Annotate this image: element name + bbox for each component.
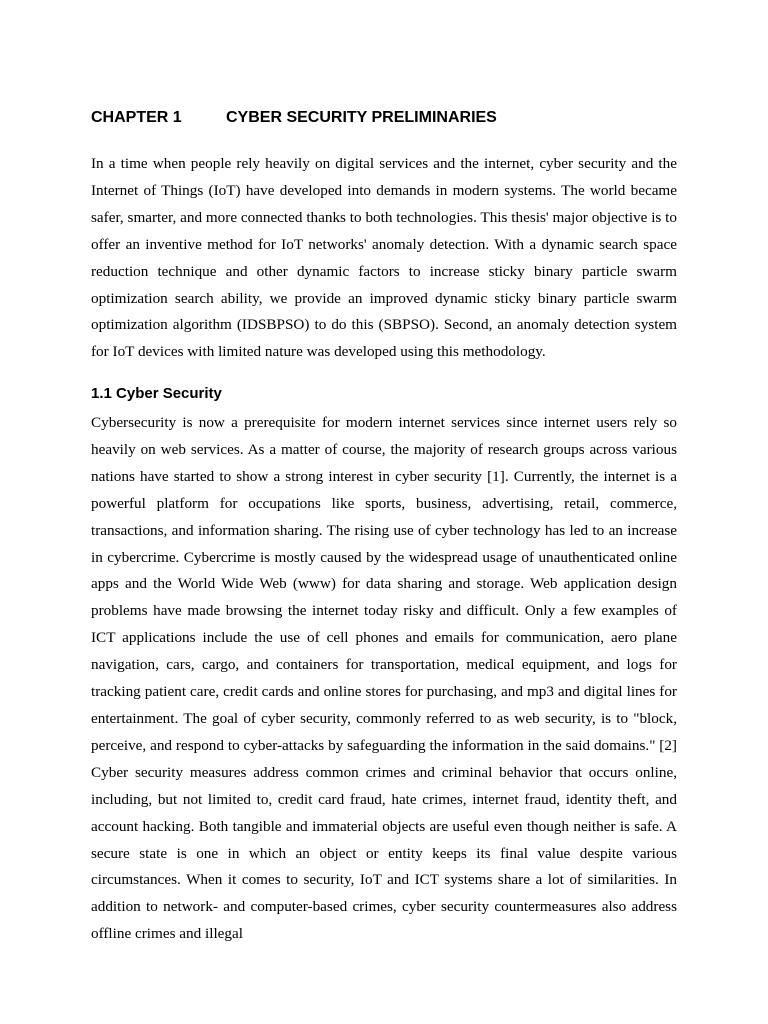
section-paragraph: Cybersecurity is now a prerequisite for modern internet services since internet users rely so heavily on web services. As a matter of course, the majority of research groups across various nations have started to show a strong interest in cyber security [1]. Currently, the internet is a powerful platform for occupations like sports, business, advertising, retail, commerce, transactions, and information sharing. The rising use of cyber technology has led to an increase in cybercrime. Cybercrime is mostly caused by the widespread usage of unauthenticated online apps and the World Wide Web (www) for data sharing and storage. Web application design problems have made browsing the internet today risky and difficult. Only a few examples of ICT applications include the use of cell phones and emails for communication, aero plane navigation, cars, cargo, and containers for transportation, medical equipment, and logs for tracking patient care, credit cards and online stores for purchasing, and mp3 and digital lines for entertainment. The goal of cyber security, commonly referred to as web security, is to "block, perceive, and respond to cyber-attacks by safeguarding the information in the said domains." [2] Cyber security measures address common crimes and criminal behavior that occurs online, including, but not limited to, credit card fraud, hate crimes, internet fraud, identity theft, and account hacking. Both tangible and immaterial objects are useful even though neither is safe. A secure state is one in which an object or entity keeps its final value despite various circumstances. When it comes to security, IoT and ICT systems share a lot of similarities. In addition to network- and computer-based crimes, cyber security countermeasures also address offline crimes and illegal [91, 414, 677, 943]
section-heading: 1.1 Cyber Security [91, 385, 222, 402]
intro-paragraph: In a time when people rely heavily on digital services and the internet, cyber security and the Internet of Things (IoT) have developed into demands in modern systems. The world became safer, smarter, and more connected thanks to both technologies. This thesis' major objective is to offer an inventive method for IoT networks' anomaly detection. With a dynamic search space reduction technique and other dynamic factors to increase sticky binary particle swarm optimization search ability, we provide an improved dynamic sticky binary particle swarm optimization algorithm (IDSBPSO) to do this (SBPSO). Second, an anomaly detection system for IoT devices with limited nature was developed using this methodology. [91, 155, 677, 361]
chapter-title: CYBER SECURITY PRELIMINARIES [226, 109, 497, 126]
chapter-heading [91, 107, 497, 129]
chapter-number: CHAPTER 1 [91, 109, 182, 126]
